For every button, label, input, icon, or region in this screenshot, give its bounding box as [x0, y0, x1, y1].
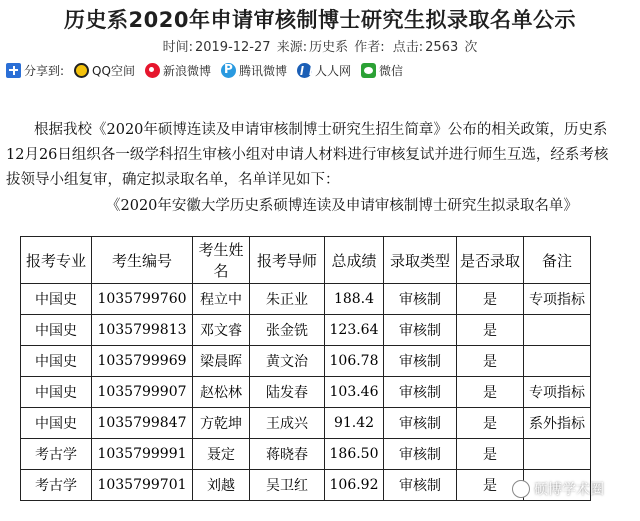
plus-icon: [6, 63, 21, 78]
cell-score: 106.78: [325, 346, 384, 377]
watermark-logo-icon: [512, 480, 530, 498]
admission-table: [20, 236, 591, 501]
cell-remarks: [524, 346, 591, 377]
cell-supervisor: 张金铣: [250, 315, 325, 346]
table-row: [21, 284, 591, 315]
cell-major: 中国史: [21, 284, 92, 315]
click-count: 2563: [425, 40, 459, 55]
cell-score: 91.42: [325, 408, 384, 439]
cell-score: 186.50: [325, 439, 384, 470]
cell-candidate-id: 1035799907: [92, 377, 193, 408]
share-renren-label: 人人网: [314, 63, 351, 78]
cell-major: 中国史: [21, 346, 92, 377]
cell-major: 中国史: [21, 377, 92, 408]
cell-candidate-id: 1035799991: [92, 439, 193, 470]
cell-admitted: 是: [457, 284, 524, 315]
cell-name: 邓文睿: [193, 315, 250, 346]
share-weibo-label: 新浪微博: [162, 63, 211, 78]
cell-name: 聂定: [193, 439, 250, 470]
cell-admitted: 是: [457, 315, 524, 346]
cell-candidate-id: 1035799813: [92, 315, 193, 346]
cell-candidate-id: 1035799701: [92, 470, 193, 501]
table-row: [21, 470, 591, 501]
cell-candidate-id: 1035799969: [92, 346, 193, 377]
share-qzone-button[interactable]: [74, 62, 135, 79]
header-admitted: 是否录取: [457, 237, 524, 284]
table-row: [21, 439, 591, 470]
body-paragraph-3: 拔领导小组复审，确定拟录取名单，名单详见如下：: [6, 172, 340, 188]
header-admission-type: 录取类型: [384, 237, 457, 284]
table-row: [21, 408, 591, 439]
cell-name: 梁晨晖: [193, 346, 250, 377]
cell-admitted: 是: [457, 377, 524, 408]
cell-major: 中国史: [21, 408, 92, 439]
cell-type: 审核制: [384, 315, 457, 346]
share-wechat-label: 微信: [379, 63, 404, 78]
cell-name: 刘越: [193, 470, 250, 501]
cell-score: 188.4: [325, 284, 384, 315]
cell-type: 审核制: [384, 408, 457, 439]
cell-name: 方乾坤: [193, 408, 250, 439]
table-row: [21, 346, 591, 377]
cell-name: 程立中: [193, 284, 250, 315]
cell-candidate-id: 1035799847: [92, 408, 193, 439]
cell-supervisor: 蒋晓春: [250, 439, 325, 470]
cell-score: 123.64: [325, 315, 384, 346]
cell-admitted: 是: [457, 470, 524, 501]
source-label: 来源:: [276, 40, 308, 55]
source-value: 历史系: [309, 40, 349, 55]
share-qzone-label: QQ空间: [92, 63, 135, 78]
cell-major: 考古学: [21, 470, 92, 501]
share-renren-button[interactable]: [297, 62, 351, 79]
share-bar: [6, 60, 640, 80]
header-candidate-id: 考生编号: [92, 237, 193, 284]
cell-remarks: [524, 315, 591, 346]
clicks-unit: 次: [464, 40, 478, 55]
watermark-text: 硕博学术圈: [534, 482, 604, 498]
qq-icon: [74, 63, 89, 78]
header-supervisor: 报考导师: [250, 237, 325, 284]
tencent-weibo-icon: [221, 63, 236, 78]
table-caption: 《2020年安徽大学历史系硕博连读及申请审核制博士研究生拟录取名单》: [106, 198, 578, 214]
publish-time: 2019-12-27: [194, 40, 271, 55]
share-more-button[interactable]: [6, 62, 64, 79]
cell-candidate-id: 1035799760: [92, 284, 193, 315]
article-meta: [0, 36, 640, 55]
cell-score: 106.92: [325, 470, 384, 501]
table-row: [21, 315, 591, 346]
cell-supervisor: 陆发春: [250, 377, 325, 408]
share-tencent-label: 腾讯微博: [238, 63, 287, 78]
watermark: [512, 479, 604, 499]
cell-type: 审核制: [384, 377, 457, 408]
header-remarks: 备注: [524, 237, 591, 284]
cell-admitted: 是: [457, 408, 524, 439]
header-candidate-name: 考生姓名: [193, 237, 250, 284]
share-tencent-weibo-button[interactable]: [221, 62, 287, 79]
cell-remarks: 专项指标: [524, 284, 591, 315]
table-header-row: [21, 237, 591, 284]
cell-supervisor: 朱正业: [250, 284, 325, 315]
time-label: 时间:: [162, 40, 193, 55]
cell-type: 审核制: [384, 470, 457, 501]
weibo-icon: [145, 63, 160, 78]
cell-score: 103.46: [325, 377, 384, 408]
cell-admitted: 是: [457, 346, 524, 377]
cell-type: 审核制: [384, 284, 457, 315]
cell-major: 中国史: [21, 315, 92, 346]
cell-remarks: 专项指标: [524, 377, 591, 408]
author-label: 作者:: [354, 40, 385, 55]
cell-major: 考古学: [21, 439, 92, 470]
cell-supervisor: 吴卫红: [250, 470, 325, 501]
header-total-score: 总成绩: [325, 237, 384, 284]
share-weibo-button[interactable]: [145, 62, 211, 79]
cell-remarks: [524, 439, 591, 470]
clicks-label: 点击:: [392, 40, 424, 55]
cell-remarks: 系外指标: [524, 408, 591, 439]
share-label: 分享到:: [24, 63, 65, 78]
wechat-icon: [361, 63, 376, 78]
cell-supervisor: 黄文治: [250, 346, 325, 377]
body-paragraph-1: 根据我校《2020年硕博连读及申请审核制博士研究生招生简章》公布的相关政策，历史系: [34, 122, 608, 138]
share-wechat-button[interactable]: [361, 62, 403, 79]
body-paragraph-2: 12月26日组织各一级学科招生审核小组对申请人材料进行审核复试并进行师生互选，经系考核: [6, 147, 609, 163]
page-title: 历史系2020年申请审核制博士研究生拟录取名单公示: [64, 8, 576, 32]
cell-name: 赵松林: [193, 377, 250, 408]
cell-admitted: 是: [457, 439, 524, 470]
table-row: [21, 377, 591, 408]
cell-supervisor: 王成兴: [250, 408, 325, 439]
renren-icon: [297, 63, 312, 78]
header-major: 报考专业: [21, 237, 92, 284]
cell-type: 审核制: [384, 346, 457, 377]
cell-type: 审核制: [384, 439, 457, 470]
